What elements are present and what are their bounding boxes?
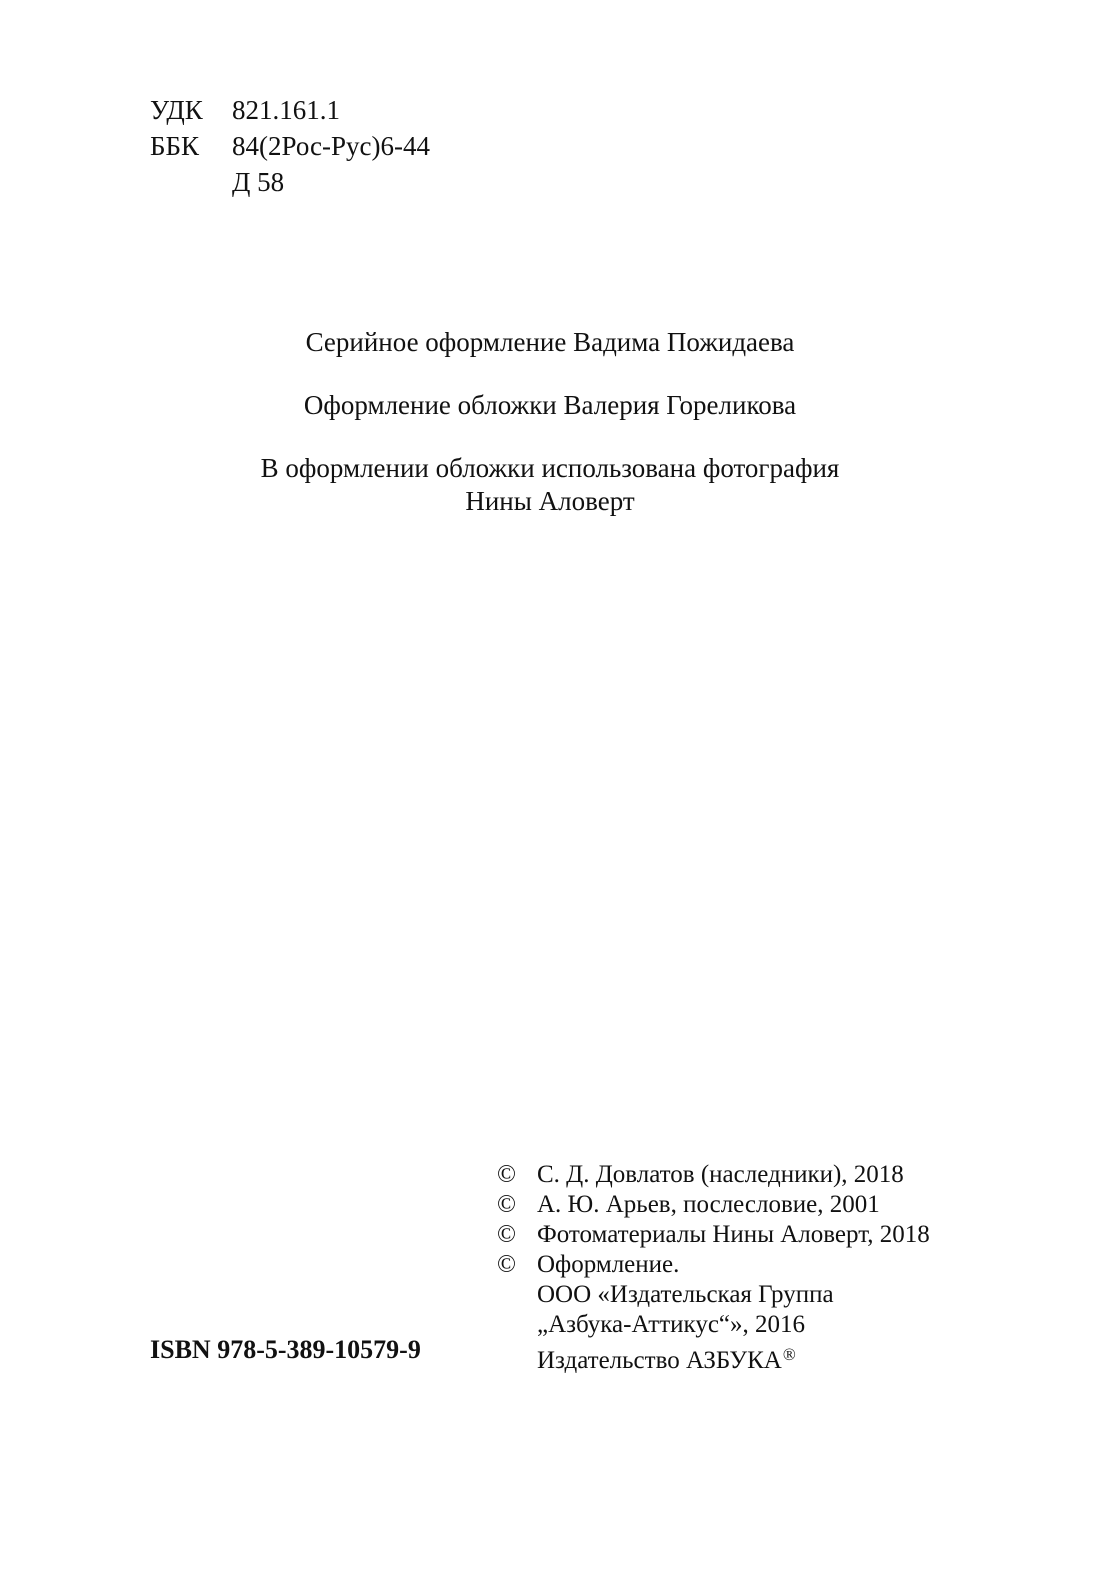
cover-photo-credit <box>0 452 1100 518</box>
udk-row <box>150 92 430 128</box>
cover-photo-credit-line2: Нины Аловерт <box>465 486 635 516</box>
copyright-text: Фотоматериалы Нины Аловерт, 2018 <box>537 1221 930 1248</box>
isbn: ISBN 978-5-389-10579-9 <box>150 1335 421 1364</box>
copyright-line <box>497 1190 930 1220</box>
classification-block <box>150 92 430 200</box>
publisher-name-text: Издательство АЗБУКА <box>537 1347 782 1374</box>
registered-mark-icon: ® <box>782 1345 796 1364</box>
cover-photo-credit-line1: В оформлении обложки использована фотография <box>260 453 840 483</box>
bbk-value: 84(2Рос-Рус)6-44 <box>232 131 430 161</box>
copyright-sign: © <box>497 1251 516 1278</box>
author-sign-row <box>150 164 430 200</box>
udk-label: УДК <box>150 95 203 125</box>
copyright-text: С. Д. Довлатов (наследники), 2018 <box>537 1161 904 1188</box>
copyright-text: „Азбука-Аттикус“», 2016 <box>537 1311 806 1338</box>
copyright-text: А. Ю. Арьев, послесловие, 2001 <box>537 1191 880 1218</box>
copyright-continuation <box>497 1310 930 1340</box>
copyright-sign: © <box>497 1161 516 1188</box>
series-design-credit: Серийное оформление Вадима Пожидаева <box>305 327 795 357</box>
author-sign: Д 58 <box>232 167 285 197</box>
bbk-label: ББК <box>150 131 200 161</box>
udk-value: 821.161.1 <box>232 95 340 125</box>
bbk-row <box>150 128 430 164</box>
copyright-continuation <box>497 1280 930 1310</box>
copyright-text: ООО «Издательская Группа <box>537 1281 834 1308</box>
copyright-line <box>497 1220 930 1250</box>
copyright-sign: © <box>497 1221 516 1248</box>
copyright-line <box>497 1250 930 1280</box>
copyright-block <box>497 1160 930 1376</box>
cover-design-credit: Оформление обложки Валерия Гореликова <box>303 390 797 420</box>
publisher-name <box>537 1340 796 1376</box>
copyright-continuation <box>497 1340 930 1376</box>
copyright-line <box>497 1160 930 1190</box>
design-credits <box>0 326 1100 518</box>
copyright-sign: © <box>497 1191 516 1218</box>
copyright-text: Оформление. <box>537 1251 680 1278</box>
